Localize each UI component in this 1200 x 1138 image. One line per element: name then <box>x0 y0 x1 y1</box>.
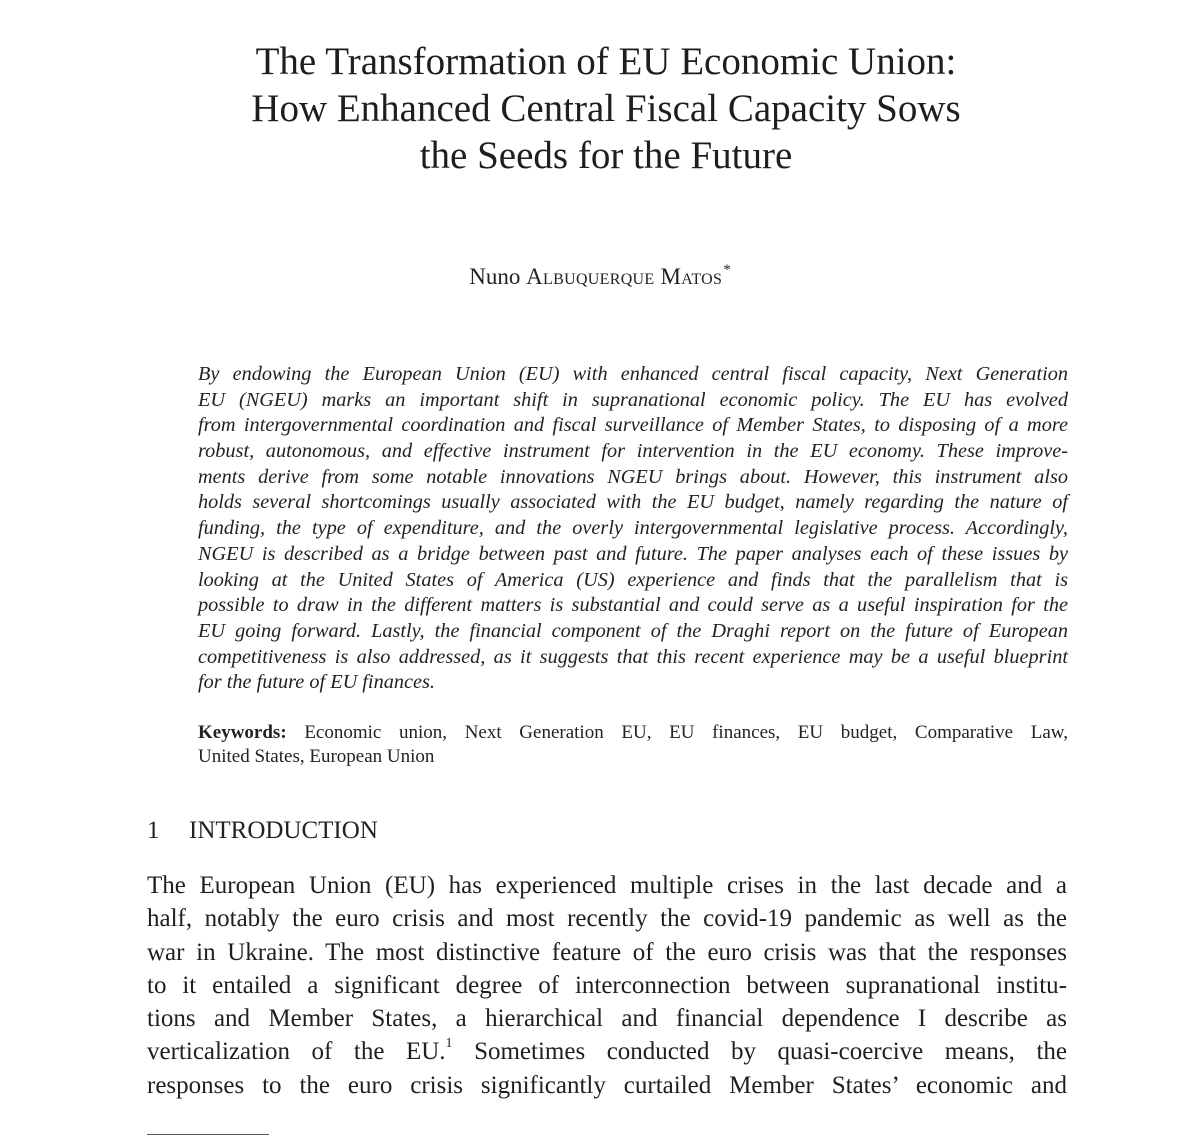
body-line: war in Ukraine. The most distinctive feature of the euro crisis was that the responses <box>147 938 1067 966</box>
abstract-line: funding, the type of expenditure, and the overly intergovernmental legislative process. Accordingly, <box>198 517 1068 540</box>
abstract-line: looking at the United States of America (US) experience and finds that the parallelism that is <box>198 568 1068 591</box>
author-name <box>0 255 1200 292</box>
body-line: The European Union (EU) has experienced multiple crises in the last decade and a <box>147 872 1067 899</box>
abstract-line: robust, autonomous, and effective instrument for intervention in the EU economy. These improve- <box>198 440 1068 463</box>
body-text-segment: Sometimes conducted by quasi-coercive means, the <box>452 1038 1067 1066</box>
body-paragraph <box>147 869 1067 1102</box>
footnote-divider <box>147 1134 269 1135</box>
footnote-reference[interactable]: 1 <box>445 1036 453 1052</box>
abstract-line: from intergovernmental coordination and fiscal surveillance of Member States, to disposing of a more <box>198 414 1068 437</box>
keywords-line <box>198 721 1068 745</box>
title-line: the Seeds for the Future <box>419 134 793 177</box>
title-line: How Enhanced Central Fiscal Capacity Sows <box>251 87 961 130</box>
keywords <box>198 721 1068 769</box>
body-text-segment: verticalization of the EU. <box>147 1038 446 1066</box>
abstract-line: ments derive from some notable innovations NGEU brings about. However, this instrument also <box>198 465 1068 488</box>
abstract-line: competitiveness is also addressed, as it suggests that this recent experience may be a useful blueprint <box>198 645 1068 668</box>
body-line: half, notably the euro crisis and most recently the covid-19 pandemic as well as the <box>147 905 1067 933</box>
abstract-line: NGEU is described as a bridge between past and future. The paper analyses each of these issues by <box>198 542 1068 565</box>
keywords-text: Economic union, Next Generation EU, EU finances, EU budget, Comparative Law, <box>304 722 1068 743</box>
body-line: to it entailed a significant degree of interconnection between supranational institu- <box>147 971 1067 999</box>
keywords-line: United States, European Union <box>198 746 435 767</box>
body-line: tions and Member States, a hierarchical and financial dependence I describe as <box>147 1005 1067 1033</box>
author-surname: Albuquerque Matos <box>526 264 723 289</box>
title-line: The Transformation of EU Economic Union: <box>255 40 957 83</box>
body-line: responses to the euro crisis significantly curtailed Member States’ economic and <box>147 1071 1067 1099</box>
abstract-line: holds several shortcomings usually associated with the EU budget, namely regarding the nature of <box>198 491 1068 514</box>
abstract-line: for the future of EU finances. <box>198 671 435 694</box>
abstract-line: possible to draw in the different matters is substantial and could serve as a useful inspiration for the <box>198 594 1068 617</box>
section-number: 1 <box>147 817 160 844</box>
abstract-line: EU (NGEU) marks an important shift in supranational economic policy. The EU has evolved <box>198 388 1068 411</box>
abstract <box>198 362 1068 696</box>
paper-title <box>100 38 1112 179</box>
section-title: INTRODUCTION <box>189 817 378 844</box>
section-heading <box>147 815 378 847</box>
abstract-line: EU going forward. Lastly, the financial component of the Draghi report on the future of European <box>198 619 1068 642</box>
abstract-line: By endowing the European Union (EU) with enhanced central fiscal capacity, Next Generation <box>198 363 1068 385</box>
author-first-name: Nuno <box>469 264 521 289</box>
author-footnote-mark: * <box>723 262 731 278</box>
keywords-label: Keywords: <box>198 722 287 743</box>
body-line <box>147 1035 1067 1068</box>
